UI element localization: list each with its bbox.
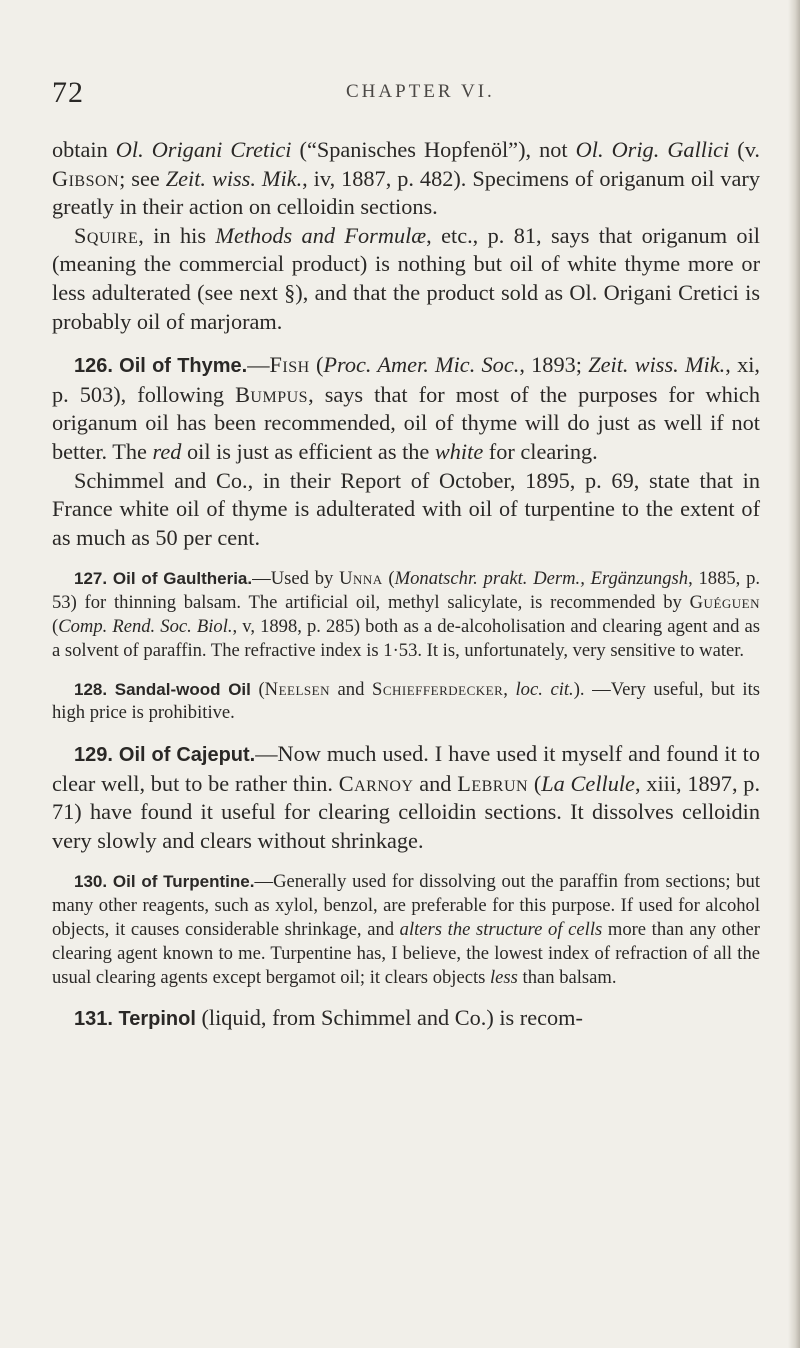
paragraph-schimmel-report: Schimmel and Co., in their Report of October, 1895, p. 69, state that in France white oil of thyme is adulterated with oil of turpentine to the extent of as much as 50 per cent. — [52, 467, 760, 550]
section-130-oil-of-turpentine: 130. Oil of Turpentine.—Generally used for dissolving out the paraffin from sections; but many other reagents, such as xylol, benzol, are preferable for this purpose. If used for alcohol objects, it causes considerable shrinkage, and alters the structure of cells more than any other clearing agent known to me. Turpentine has, I believe, the lowest index of refraction of all the usual clearing agents except bergamot oil; it clears objects less than balsam. — [52, 871, 761, 988]
section-heading: 130. Oil of Turpentine. — [74, 872, 255, 892]
section-129-oil-of-cajeput: 129. Oil of Cajeput.—Now much used. I have used it myself and found it to clear well, but to be rather thin. Carnoy and Lebrun (La Cellule, xiii, 1897, p. 71) have found it useful for clearing celloidin sections. It dissolves celloidin very slowly and clears without shrinkage. — [52, 741, 761, 853]
running-head: CHAPTER VI. — [346, 81, 495, 102]
section-heading: 127. Oil of Gaultheria. — [74, 569, 253, 589]
page-header — [52, 76, 742, 116]
paragraph-origanum-continued: obtain Ol. Origani Cretici (“Spanisches Hopfenöl”), not Ol. Orig. Gallici (v. Gibson; see Zeit. wiss. Mik., iv, 1887, p. 482). Specimens of origanum oil vary greatly in their action on celloidin sections. — [52, 137, 760, 220]
section-126-oil-of-thyme: 126. Oil of Thyme.—Fish (Proc. Amer. Mic. Soc., 1893; Zeit. wiss. Mik., xi, p. 503), following Bumpus, says that for most of the purposes for which origanum oil has been recommended, oil of thyme will do just as well if not better. The red oil is just as efficient as the white for clearing. — [52, 352, 760, 464]
section-heading: 126. Oil of Thyme. — [74, 355, 248, 378]
section-heading: 131. Terpinol — [74, 1008, 196, 1031]
page-edge-shadow — [788, 0, 800, 1348]
section-heading: 129. Oil of Cajeput. — [74, 744, 256, 767]
section-127-oil-of-gaultheria: 127. Oil of Gaultheria.—Used by Unna (Monatschr. prakt. Derm., Ergänzungsh, 1885, p. 53) for thinning balsam. The artificial oil, methyl salicylate, is recommended by Guéguen (Comp. Rend. Soc. Biol., v, 1898, p. 285) both as a de-alcoholisation and clearing agent and as a solvent of paraffin. The refractive index is 1·53. It is, unfortunately, very sensitive to water. — [52, 568, 761, 661]
body-text — [52, 136, 760, 1034]
paragraph-squire: Squire, in his Methods and Formulæ, etc., p. 81, says that origanum oil (meaning the commercial product) is nothing but oil of white thyme more or less adulterated (see next §), and that the product sold as Ol. Origani Cretici is probably oil of marjoram. — [52, 222, 760, 334]
section-128-sandal-wood-oil: 128. Sandal-wood Oil (Neelsen and Schiefferdecker, loc. cit.). —Very useful, but its high price is prohibitive. — [52, 678, 761, 724]
page-number: 72 — [52, 76, 84, 109]
section-131-terpinol: 131. Terpinol (liquid, from Schimmel and Co.) is recom- — [74, 1005, 583, 1031]
section-heading: 128. Sandal-wood Oil — [74, 679, 251, 699]
